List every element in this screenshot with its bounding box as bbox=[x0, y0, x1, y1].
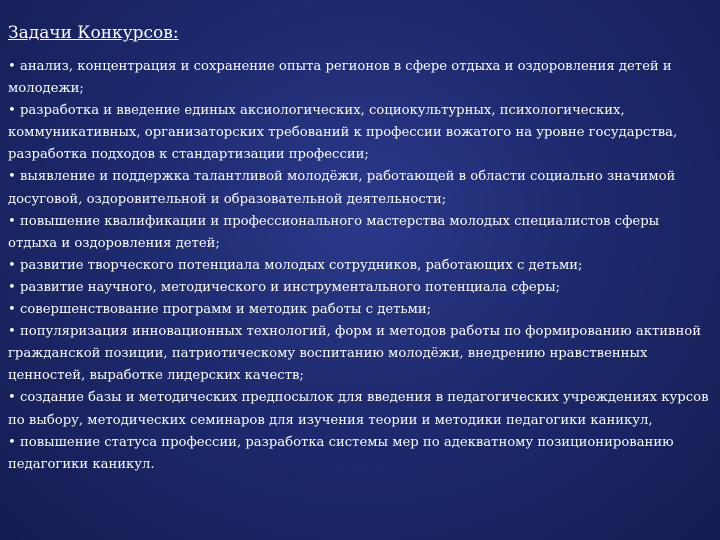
list-item bbox=[8, 432, 710, 476]
list-item bbox=[8, 166, 710, 210]
list-item-text: анализ, концентрация и сохранение опыта регионов в сфере отдыха и оздоровления детей и молодежи; bbox=[8, 59, 672, 97]
list-item bbox=[8, 387, 710, 431]
task-list bbox=[8, 56, 710, 476]
bullet-icon: • bbox=[8, 302, 16, 318]
list-item-text: совершенствование программ и методик работы с детьми; bbox=[19, 302, 432, 318]
bullet-icon: • bbox=[8, 390, 16, 406]
bullet-icon: • bbox=[8, 434, 16, 450]
slide-title: Задачи Конкурсов: bbox=[8, 23, 179, 43]
list-item bbox=[8, 299, 710, 321]
list-item-text: повышение статуса профессии, разработка системы мер по адекватному позиционированию педагогики каникул. bbox=[8, 434, 674, 472]
bullet-icon: • bbox=[8, 103, 16, 119]
bullet-icon: • bbox=[8, 279, 16, 295]
bullet-icon: • bbox=[8, 213, 16, 229]
list-item bbox=[8, 100, 710, 166]
bullet-icon: • bbox=[8, 59, 16, 74]
list-item-text: создание базы и методических предпосылок для введения в педагогических учреждениях курсов по выбору, методических семинаров для изучения теории и методики педагогики каникул, bbox=[8, 390, 709, 428]
list-item bbox=[8, 321, 710, 387]
list-item-text: развитие творческого потенциала молодых сотрудников, работающих с детьми; bbox=[19, 257, 583, 273]
bullet-icon: • bbox=[8, 257, 16, 273]
list-item bbox=[8, 255, 710, 277]
list-item-text: разработка и введение единых аксиологических, социокультурных, психологических, коммуникативных, организаторских требований к профессии вожатого на уровне государства, разработка подходов к стандартизации профессии; bbox=[8, 103, 678, 163]
list-item bbox=[8, 56, 710, 100]
list-item-text: развитие научного, методического и инструментального потенциала сферы; bbox=[19, 279, 561, 295]
bullet-icon: • bbox=[8, 169, 16, 185]
list-item bbox=[8, 277, 710, 299]
bullet-icon: • bbox=[8, 324, 16, 340]
list-item-text: повышение квалификации и профессионального мастерства молодых специалистов сферы отдыха и оздоровления детей; bbox=[8, 213, 660, 251]
list-item bbox=[8, 211, 710, 255]
list-item-text: популяризация инновационных технологий, форм и методов работы по формированию активной гражданской позиции, патриотическому воспитанию молодёжи, внедрению нравственных ценностей, выработке лидерских качеств; bbox=[8, 324, 701, 384]
list-item-text: выявление и поддержка талантливой молодёжи, работающей в области социально значимой досуговой, оздоровительной и образовательной деятельности; bbox=[8, 169, 676, 207]
